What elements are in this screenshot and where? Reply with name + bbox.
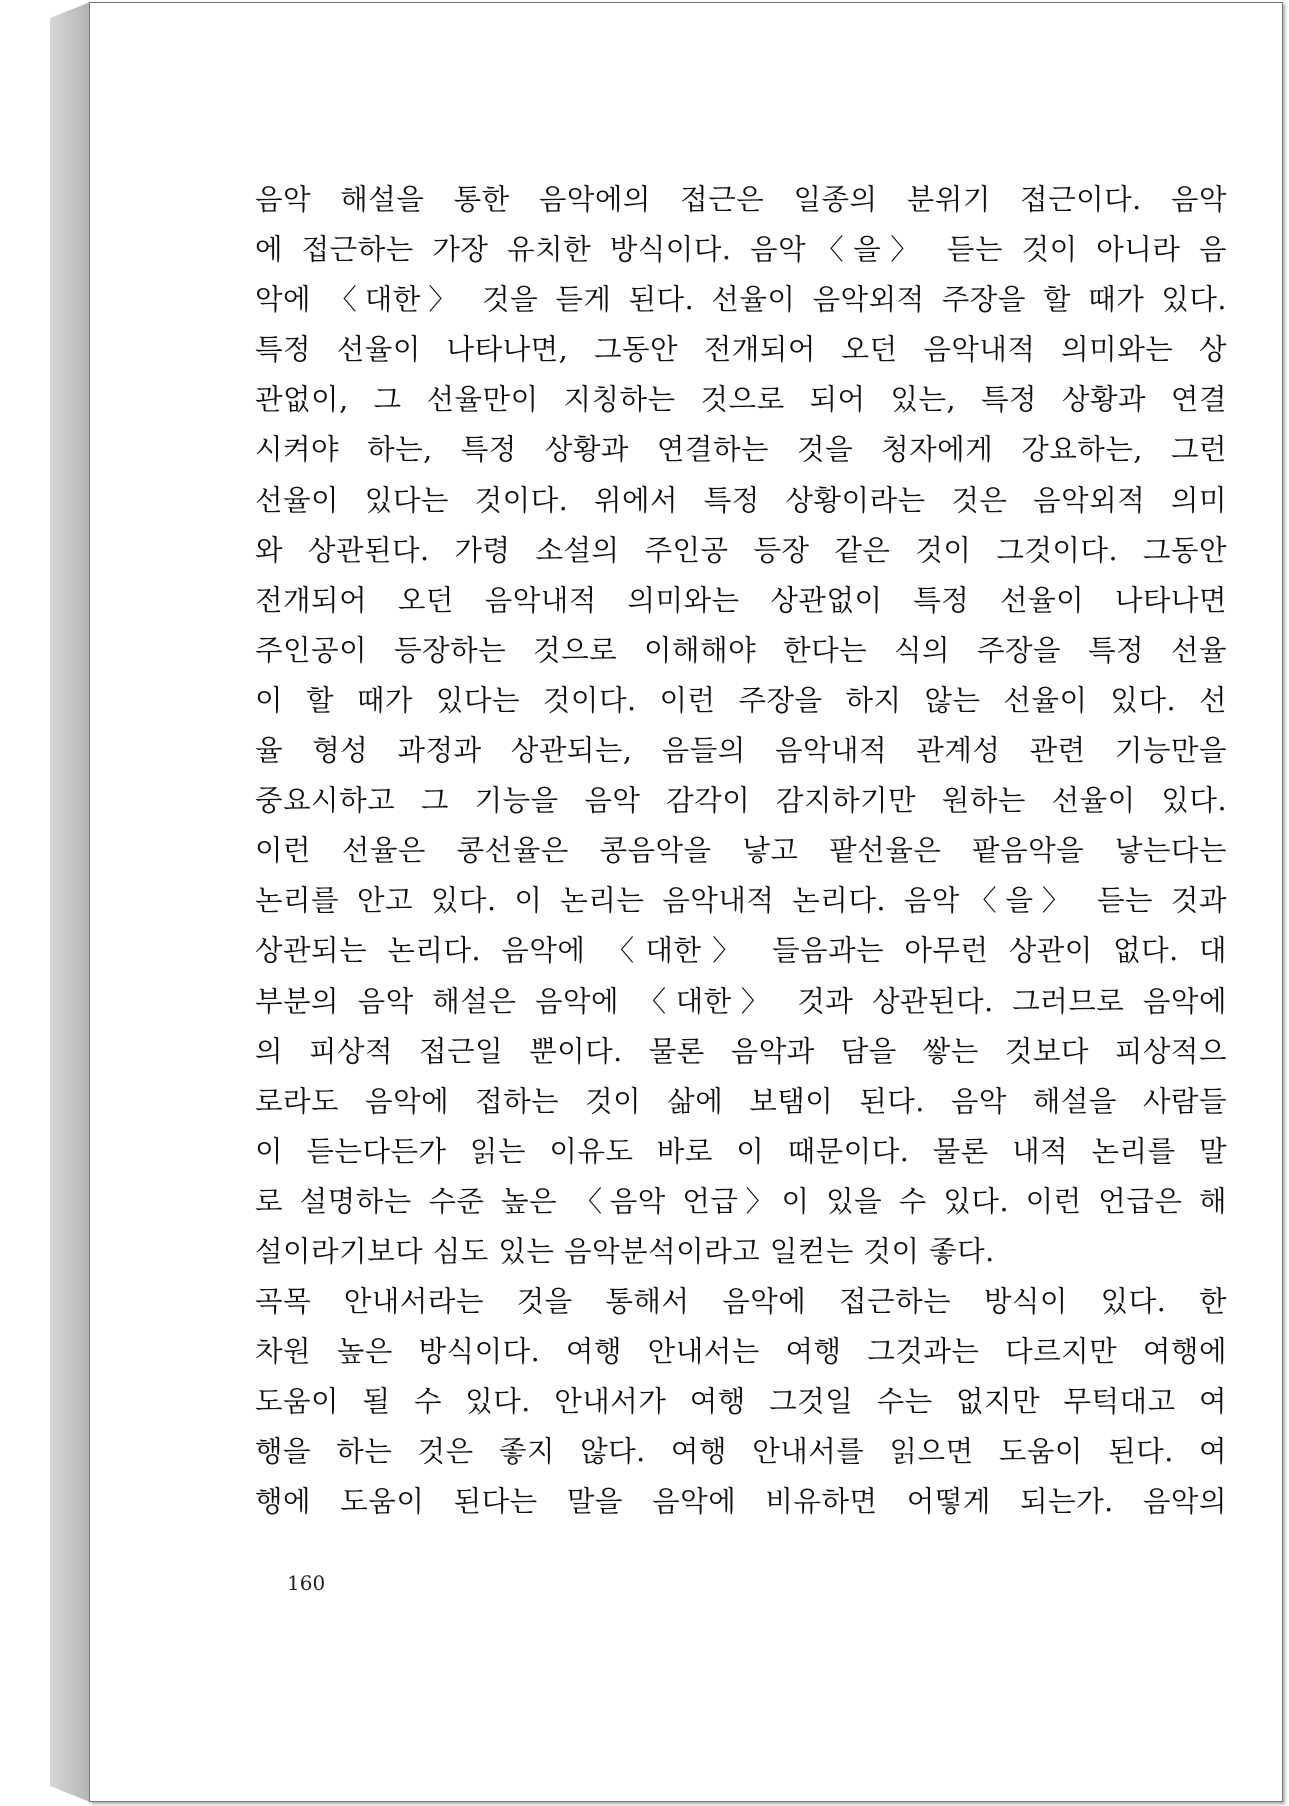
text-line: 행에 도움이 된다는 말을 음악에 비유하면 어떻게 되는가. 음악의 [255, 1485, 1227, 1519]
text-line: 중요시하고 그 기능을 음악 감각이 감지하기만 원하는 선율이 있다. [255, 784, 1227, 818]
text-line: 로라도 음악에 접하는 것이 삶에 보탬이 된다. 음악 해설을 사람들 [255, 1084, 1227, 1118]
body-text [255, 175, 1227, 1528]
text-line: 의 피상적 접근일 뿐이다. 물론 음악과 담을 쌓는 것보다 피상적으 [255, 1034, 1227, 1068]
text-line: 에 접근하는 가장 유치한 방식이다. 음악〈을〉 듣는 것이 아니라 음 [255, 233, 1227, 267]
text-line: 율 형성 과정과 상관되는, 음들의 음악내적 관계성 관련 기능만을 [255, 734, 1227, 768]
text-line: 곡목 안내서라는 것을 통해서 음악에 접근하는 방식이 있다. 한 [255, 1285, 1227, 1319]
text-line: 시켜야 하는, 특정 상황과 연결하는 것을 청자에게 강요하는, 그런 [255, 433, 1227, 467]
text-line: 차원 높은 방식이다. 여행 안내서는 여행 그것과는 다르지만 여행에 [255, 1335, 1227, 1369]
text-line: 설이라기보다 심도 있는 음악분석이라고 일컫는 것이 좋다. [255, 1234, 995, 1268]
text-line: 부분의 음악 해설은 음악에 〈대한〉 것과 상관된다. 그러므로 음악에 [255, 984, 1227, 1018]
text-line: 전개되어 오던 음악내적 의미와는 상관없이 특정 선율이 나타나면 [255, 583, 1227, 617]
text-line: 이런 선율은 콩선율은 콩음악을 낳고 팥선율은 팥음악을 낳는다는 [255, 834, 1227, 868]
book-page [89, 2, 1283, 1802]
text-line: 이 할 때가 있다는 것이다. 이런 주장을 하지 않는 선율이 있다. 선 [255, 683, 1227, 717]
text-line: 도움이 될 수 있다. 안내서가 여행 그것일 수는 없지만 무턱대고 여 [255, 1385, 1227, 1419]
text-line: 행을 하는 것은 좋지 않다. 여행 안내서를 읽으면 도움이 된다. 여 [255, 1435, 1227, 1469]
text-line: 음악 해설을 통한 음악에의 접근은 일종의 분위기 접근이다. 음악 [255, 183, 1227, 216]
text-line: 주인공이 등장하는 것으로 이해해야 한다는 식의 주장을 특정 선율 [255, 633, 1227, 667]
page-number: 160 [287, 1571, 326, 1595]
text-line: 선율이 있다는 것이다. 위에서 특정 상황이라는 것은 음악외적 의미 [255, 483, 1227, 517]
text-line: 상관되는 논리다. 음악에 〈대한〉 들음과는 아무런 상관이 없다. 대 [255, 934, 1227, 968]
text-line: 관없이, 그 선율만이 지칭하는 것으로 되어 있는, 특정 상황과 연결 [255, 383, 1227, 417]
text-line: 특정 선율이 나타나면, 그동안 전개되어 오던 음악내적 의미와는 상 [255, 333, 1227, 367]
text-line: 이 듣는다든가 읽는 이유도 바로 이 때문이다. 물론 내적 논리를 말 [255, 1134, 1227, 1168]
text-line: 악에 〈대한〉 것을 듣게 된다. 선율이 음악외적 주장을 할 때가 있다. [255, 283, 1227, 317]
text-line: 와 상관된다. 가령 소설의 주인공 등장 같은 것이 그것이다. 그동안 [255, 533, 1227, 567]
book-spine [50, 2, 90, 1802]
text-line: 로 설명하는 수준 높은 〈음악 언급〉이 있을 수 있다. 이런 언급은 해 [255, 1184, 1227, 1218]
text-line: 논리를 안고 있다. 이 논리는 음악내적 논리다. 음악〈을〉 듣는 것과 [255, 884, 1227, 918]
